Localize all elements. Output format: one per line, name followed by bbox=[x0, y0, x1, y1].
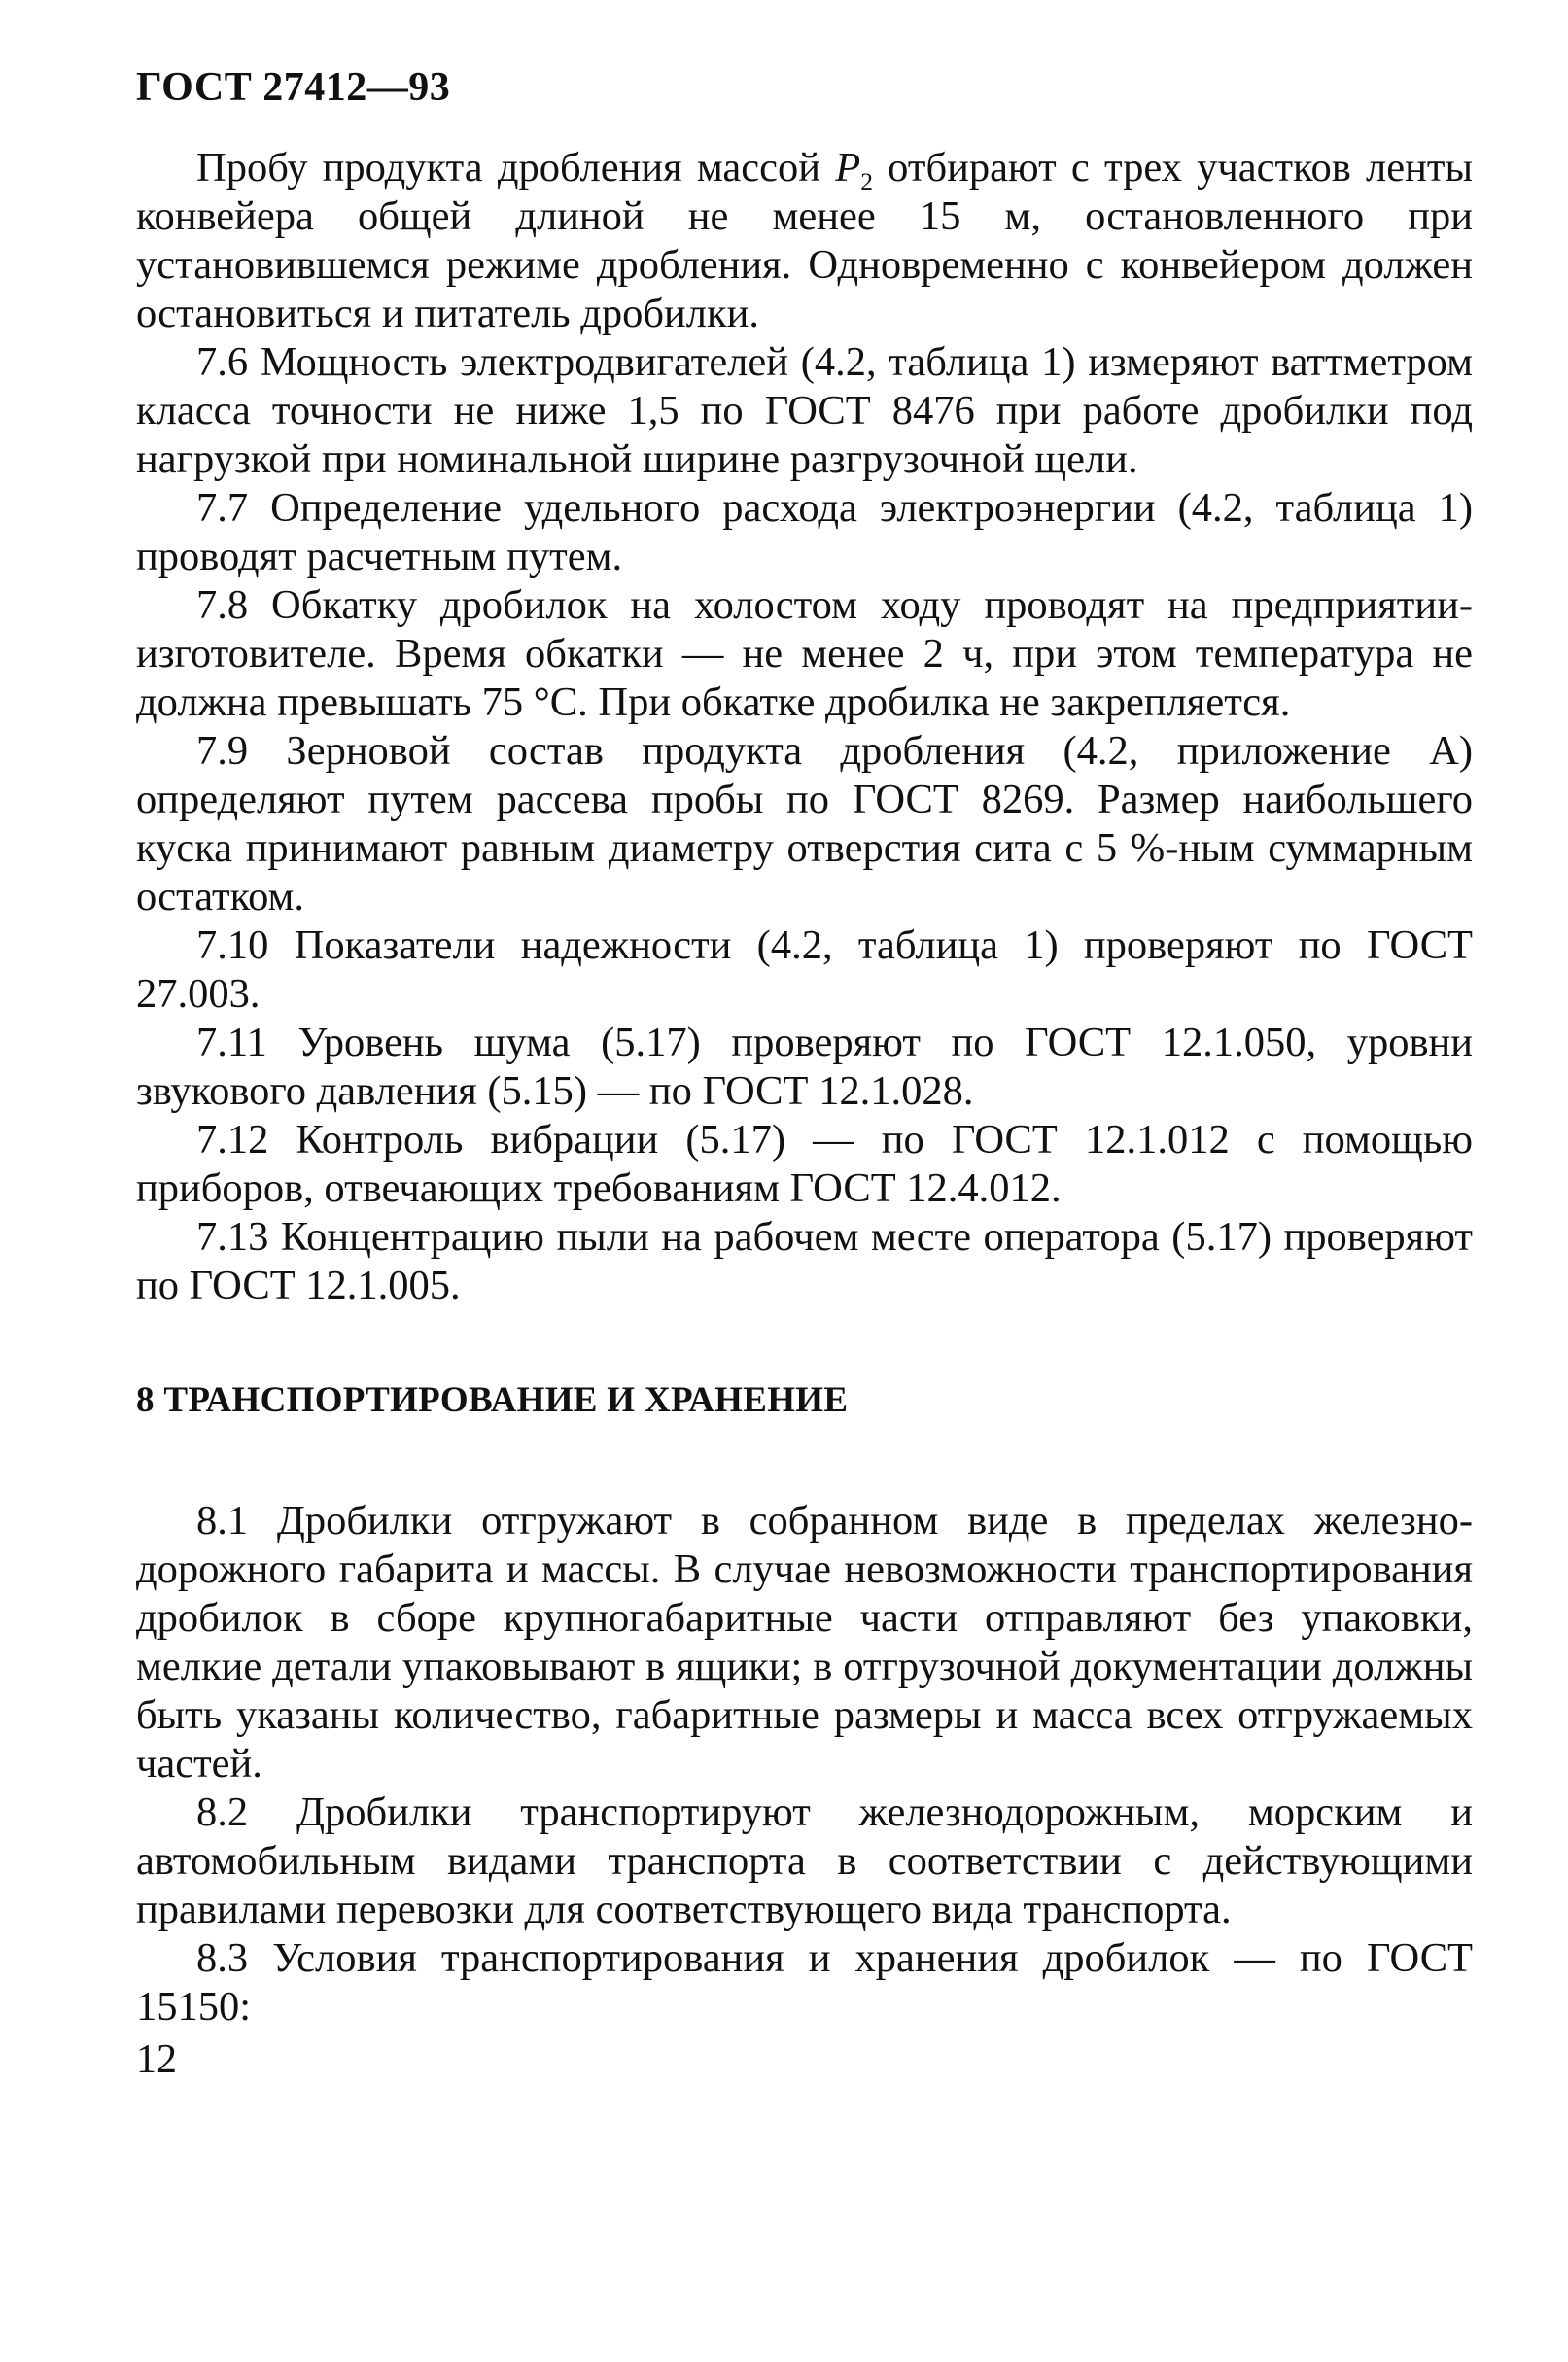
mass-variable: P bbox=[835, 145, 861, 191]
paragraph-sample-text-start: Пробу продукта дробления массой bbox=[196, 145, 836, 191]
paragraph-8-2: 8.2 Дробилки транспортируют железнодорожным, морским и автомобильным видами транспорта в соответствии с действующими правилами перевозки для соответствующего вида транспорта. bbox=[136, 1789, 1473, 1932]
paragraph-sample-mass bbox=[136, 144, 1473, 338]
page-number: 12 bbox=[136, 2037, 177, 2082]
paragraph-7-7: 7.7 Определение удельного расхода электроэнергии (4.2, таблица 1) проводят расчетным путем. bbox=[136, 485, 1473, 579]
paragraph-7-9: 7.9 Зерновой состав продукта дробления (4.2, приложение А) определяют путем рассева пробы по ГОСТ 8269. Размер наибольшего куска принимают равным диаметру отверстия сита с 5 %-ным суммарным остатком. bbox=[136, 728, 1473, 920]
document-header: ГОСТ 27412—93 bbox=[136, 65, 451, 110]
paragraph-7-11: 7.11 Уровень шума (5.17) проверяют по ГОСТ 12.1.050, уровни звукового давления (5.15) — по ГОСТ 12.1.028. bbox=[136, 1020, 1473, 1114]
document-body bbox=[136, 144, 1473, 2032]
section-title-transport-storage: 8 ТРАНСПОРТИРОВАНИЕ И ХРАНЕНИЕ bbox=[136, 1380, 849, 1420]
paragraph-sample-text-end: отбирают с трех участков ленты конвейера общей длиной не менее 15 м, остановленного при установившемся режиме дробления. Одновременно с конвейером должен остановиться и питатель дробилки. bbox=[136, 145, 1473, 336]
paragraph-7-12: 7.12 Контроль вибрации (5.17) — по ГОСТ 12.1.012 с помощью приборов, отвечающих требованиям ГОСТ 12.4.012. bbox=[136, 1117, 1473, 1211]
paragraph-7-10: 7.10 Показатели надежности (4.2, таблица 1) проверяют по ГОСТ 27.003. bbox=[136, 922, 1473, 1017]
paragraph-7-13: 7.13 Концентрацию пыли на рабочем месте оператора (5.17) проверяют по ГОСТ 12.1.005. bbox=[136, 1214, 1473, 1308]
paragraph-8-1: 8.1 Дробилки отгружают в собранном виде в пределах железнодорожного габарита и массы. В случае невозможности транспортирования дробилок в сборе крупногабаритные части отправляют без упаковки, мелкие детали упаковывают в ящики; в отгрузочной документации должны быть указаны количество, габаритные размеры и масса всех отгружаемых частей. bbox=[136, 1498, 1473, 1787]
paragraph-7-6: 7.6 Мощность электродвигателей (4.2, таблица 1) измеряют ваттметром класса точности не ниже 1,5 по ГОСТ 8476 при работе дробилки под нагрузкой при номинальной ширине разгрузочной щели. bbox=[136, 339, 1473, 482]
mass-variable-subscript: 2 bbox=[860, 166, 873, 195]
paragraph-8-3: 8.3 Условия транспортирования и хранения дробилок — по ГОСТ 15150: bbox=[136, 1935, 1473, 2030]
paragraph-7-8: 7.8 Обкатку дробилок на холостом ходу проводят на предприятии-изготовителе. Время обкатки — не менее 2 ч, при этом температура не должна превышать 75 °С. При обкатке дробилка не закрепляется. bbox=[136, 582, 1473, 725]
